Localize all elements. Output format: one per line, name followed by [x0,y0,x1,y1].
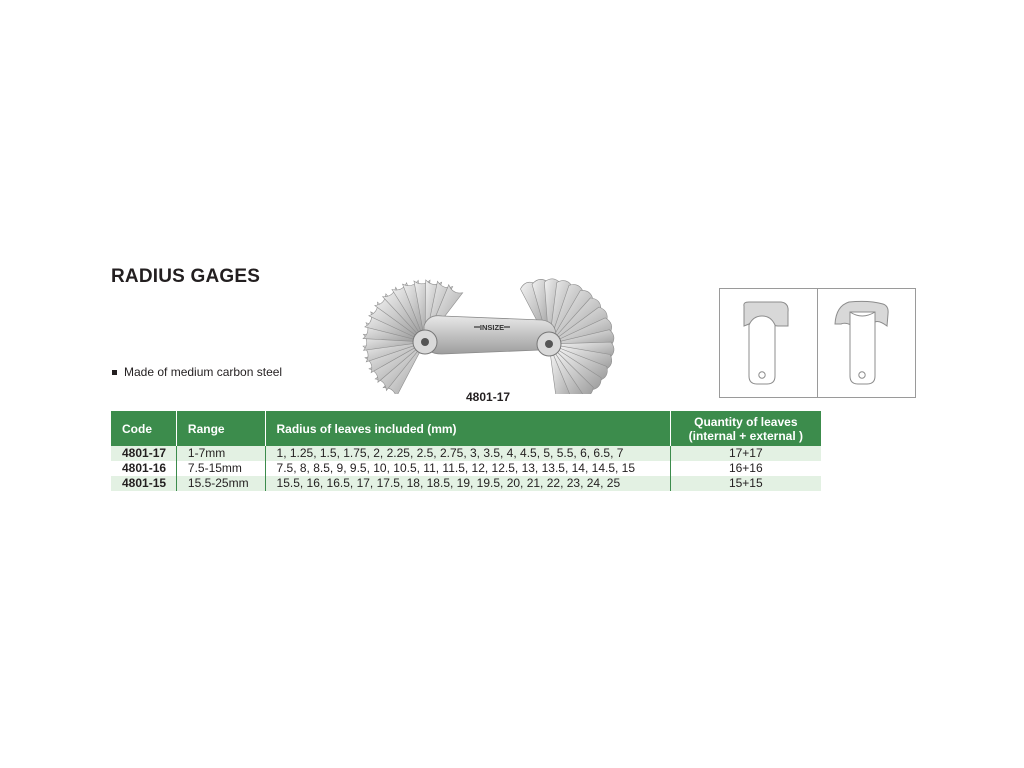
header-code: Code [111,411,176,446]
header-quantity-line2: (internal + external ) [688,428,803,443]
cell-radius: 1, 1.25, 1.5, 1.75, 2, 2.25, 2.5, 2.75, 3, 3.5, 4, 4.5, 5, 5.5, 6, 6.5, 7 [265,446,670,461]
specification-table [111,411,821,491]
page-title: RADIUS GAGES [111,266,261,287]
bullet-icon [112,370,117,375]
header-range: Range [176,411,265,446]
brand-logo: INSIZE [479,323,505,332]
cell-range: 1-7mm [176,446,265,461]
cell-range: 7.5-15mm [176,461,265,476]
cell-range: 15.5-25mm [176,476,265,491]
table-row [111,476,821,491]
gage-handle [424,316,556,354]
table-row [111,461,821,476]
cell-quantity: 17+17 [670,446,821,461]
feature-text: Made of medium carbon steel [124,365,283,379]
radius-gage-fan-photo [362,266,626,394]
radius-gage-usage-diagram [719,288,916,398]
photo-caption: 4801-17 [466,390,511,404]
pivot-screw-icon [545,340,553,348]
feature-item [112,365,282,379]
cell-radius: 15.5, 16, 16.5, 17, 17.5, 18, 18.5, 19, 19.5, 20, 21, 22, 23, 24, 25 [265,476,670,491]
cell-radius: 7.5, 8, 8.5, 9, 9.5, 10, 10.5, 11, 11.5, 12, 12.5, 13, 13.5, 14, 14.5, 15 [265,461,670,476]
header-quantity-line1: Quantity of leaves [694,414,798,429]
pivot-screw-icon [421,338,429,346]
table-row [111,446,821,461]
cell-code: 4801-16 [111,461,176,476]
cell-code: 4801-15 [111,476,176,491]
table-header-row [111,411,821,446]
header-radius: Radius of leaves included (mm) [265,411,670,446]
header-quantity [670,411,821,446]
cell-quantity: 16+16 [728,461,763,475]
cell-code: 4801-17 [111,446,176,461]
cell-quantity: 15+15 [670,476,821,491]
